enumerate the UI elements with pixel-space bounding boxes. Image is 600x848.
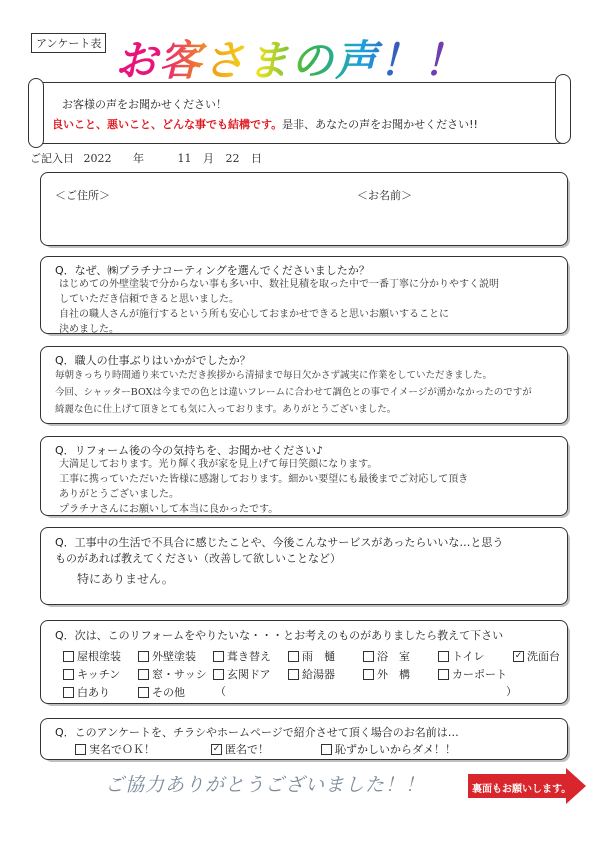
address-label: ＜ご住所＞: [55, 189, 110, 202]
checkbox[interactable]: [438, 669, 449, 680]
answer-2-line: 毎朝きっちり時間通り来ていただき挨拶から清掃まで毎日欠かさず誠実に作業をしていただきました。: [55, 370, 493, 381]
date-month-unit: 月: [203, 152, 214, 165]
question-5: Q．次は、このリフォームをやりたいな・・・とお考えのものがありましたら教えて下さい: [55, 629, 504, 642]
checkbox-checked[interactable]: ✓: [514, 650, 523, 661]
option-roof-paint[interactable]: 屋根塗装: [63, 647, 138, 665]
date-day: 22: [225, 152, 240, 165]
answer-1: [59, 277, 499, 337]
option-gutter[interactable]: 雨 樋: [288, 647, 363, 665]
answer-1-line: 決めました。: [59, 324, 119, 335]
back-page-note: 裏面もお願いします。: [472, 784, 572, 795]
option-termite[interactable]: 白あり: [63, 683, 138, 701]
checkbox[interactable]: [63, 669, 74, 680]
checkbox[interactable]: [213, 651, 224, 662]
option-kitchen[interactable]: キッチン: [63, 665, 138, 683]
page-title: お客さまの声！！: [115, 28, 467, 88]
question-3-box: [40, 436, 568, 516]
intro-highlight: 良いこと、悪いこと、どんな事でも結構です。: [52, 118, 283, 131]
question-3: Q．リフォーム後の今の気持ちを、お聞かせください♪: [55, 444, 324, 457]
answer-3-line: プラチナさんにお願いして本当に良かったです。: [59, 504, 279, 515]
checkbox[interactable]: [288, 669, 299, 680]
checkbox[interactable]: [213, 669, 224, 680]
option-other[interactable]: その他: [138, 683, 213, 701]
answer-3-line: 大満足しております。光り輝く我が家を見上げて毎日笑顔になります。: [59, 459, 378, 470]
option-reroof[interactable]: 葺き替え: [213, 647, 288, 665]
answer-1-line: していただき信頼できると思いました。: [59, 294, 239, 305]
checkbox[interactable]: [138, 651, 149, 662]
checkbox[interactable]: [63, 651, 74, 662]
answer-2-line: 今回、シャッターBOXは今までの色とは違いフレームに合わせて調色との事でイメージが湧かなかったのですが: [55, 387, 532, 398]
date-row: [30, 150, 262, 166]
checkbox[interactable]: [288, 651, 299, 662]
question-6-box: [40, 718, 568, 760]
answer-2: [55, 367, 532, 418]
answer-1-line: 自社の職人さんが施行するという所も安心しておまかせできると思いお願いすることに: [59, 309, 449, 320]
thanks-message: ご協力ありがとうございました！！: [105, 774, 426, 796]
question-5-box: [40, 620, 568, 704]
date-year: 2022: [83, 152, 112, 165]
option-water-heater[interactable]: 給湯器: [288, 665, 363, 683]
reform-options: [63, 647, 588, 701]
name-label: ＜お名前＞: [357, 189, 412, 202]
option-exterior[interactable]: 外 構: [363, 665, 438, 683]
question-4-box: [40, 527, 568, 605]
address-box: [40, 172, 568, 246]
question-6: Q．このアンケートを、チラシやホームページで紹介させて頂く場合のお名前は…: [55, 726, 459, 739]
date-month: 11: [177, 152, 192, 165]
back-page-arrow[interactable]: [468, 768, 586, 804]
intro-line-1: お客様の声をお聞かせください！: [62, 98, 227, 111]
scroll-curl-left: [28, 78, 44, 148]
scroll-curl-right: [555, 74, 571, 144]
question-2-box: [40, 346, 568, 424]
other-open-paren: （: [215, 685, 226, 698]
checkbox[interactable]: [438, 651, 449, 662]
answer-3: [59, 457, 468, 517]
question-4-line-2: ものがあれば教えてください（改善して欲しいことなど）: [55, 552, 341, 565]
checkbox[interactable]: [63, 687, 74, 698]
intro-rest: 是非、あなたの声をお聞かせください!!: [282, 118, 478, 131]
name-options: [75, 741, 456, 757]
date-year-unit: 年: [133, 152, 144, 165]
answer-1-line: はじめての外壁塗装で分からない事も多い中、数社見積を取った中で一番丁寧に分かりやすく説明: [59, 279, 499, 290]
question-1-box: [40, 256, 568, 334]
checkbox[interactable]: [363, 669, 374, 680]
answer-3-line: 工事に携っていただいた皆様に感謝しております。細かい要望にも最後までご対応して頂き: [59, 474, 469, 485]
answer-2-line: 綺麗な色に仕上げて頂きとても気に入っております。ありがとうございました。: [55, 404, 397, 415]
checkbox-checked[interactable]: ✓: [212, 743, 221, 754]
checkbox[interactable]: [363, 651, 374, 662]
option-toilet[interactable]: トイレ: [438, 647, 513, 665]
intro-line-2: [52, 116, 478, 132]
checkbox[interactable]: [75, 744, 86, 755]
option-real-name[interactable]: 実名でＯＫ！: [75, 741, 211, 757]
answer-3-line: ありがとうございました。: [59, 489, 179, 500]
checkbox[interactable]: [138, 687, 149, 698]
option-window-sash[interactable]: 窓・サッシ: [138, 665, 213, 683]
question-4-line-1: Q．工事中の生活で不具合に感じたことや、今後こんなサービスがあったらいいな…と思う: [55, 536, 504, 549]
option-wall-paint[interactable]: 外壁塗装: [138, 647, 213, 665]
option-no-publish[interactable]: 恥ずかしいからダメ！！: [321, 741, 456, 757]
option-washbasin[interactable]: ✓ 洗面台: [514, 650, 560, 663]
intro-scroll: [36, 82, 564, 144]
other-close-paren: ）: [506, 685, 517, 698]
checkbox[interactable]: [138, 669, 149, 680]
option-bathroom[interactable]: 浴 室: [363, 647, 438, 665]
checkbox[interactable]: [321, 744, 332, 755]
question-1: Q．なぜ、㈱プラチナコーティングを選んでくださいましたか？: [55, 264, 370, 277]
option-anonymous[interactable]: ✓ 匿名で！: [212, 743, 269, 756]
answer-4: 特にありません。: [77, 572, 174, 586]
option-carport[interactable]: カーポート: [438, 665, 513, 683]
date-day-unit: 日: [251, 152, 262, 165]
option-entrance-door[interactable]: 玄関ドア: [213, 665, 288, 683]
date-label: ご記入日: [30, 152, 74, 165]
question-2: Q．職人の仕事ぶりはいかがでしたか？: [55, 354, 251, 367]
survey-tag: アンケート表: [31, 33, 106, 53]
